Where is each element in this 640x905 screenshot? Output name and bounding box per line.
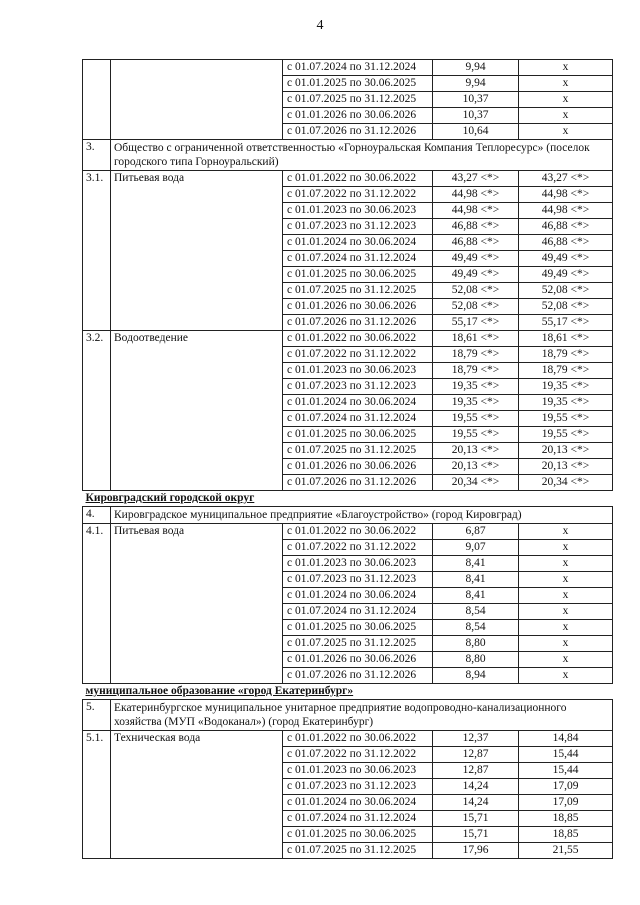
tariff-with-vat: х — [519, 60, 613, 76]
period-cell: с 01.01.2023 по 30.06.2023 — [283, 763, 433, 779]
tariff-with-vat: 14,84 — [519, 731, 613, 747]
table-row — [83, 60, 613, 76]
tariff-without-vat: 9,07 — [433, 540, 519, 556]
tariff-with-vat: 18,85 — [519, 827, 613, 843]
tariff-with-vat: 46,88 <*> — [519, 219, 613, 235]
item-number: 3.2. — [83, 331, 111, 491]
tariff-with-vat: 55,17 <*> — [519, 315, 613, 331]
tariff-without-vat: 12,87 — [433, 747, 519, 763]
item-number: 5. — [83, 700, 111, 731]
tariff-with-vat: 15,44 — [519, 747, 613, 763]
tariff-without-vat: 12,37 — [433, 731, 519, 747]
period-cell: с 01.01.2022 по 30.06.2022 — [283, 331, 433, 347]
tariff-without-vat: 10,37 — [433, 92, 519, 108]
tariff-without-vat: 6,87 — [433, 524, 519, 540]
tariff-with-vat: х — [519, 588, 613, 604]
item-number: 4. — [83, 507, 111, 524]
tariff-without-vat: 10,37 — [433, 108, 519, 124]
item-number: 3.1. — [83, 171, 111, 331]
tariff-without-vat: 44,98 <*> — [433, 203, 519, 219]
tariff-with-vat: 52,08 <*> — [519, 299, 613, 315]
period-cell: с 01.01.2024 по 30.06.2024 — [283, 395, 433, 411]
tariff-without-vat: 10,64 — [433, 124, 519, 140]
tariff-table-body — [83, 60, 613, 859]
tariff-with-vat: 52,08 <*> — [519, 283, 613, 299]
period-cell: с 01.01.2024 по 30.06.2024 — [283, 588, 433, 604]
tariff-with-vat: х — [519, 620, 613, 636]
period-cell: с 01.01.2023 по 30.06.2023 — [283, 556, 433, 572]
period-cell: с 01.07.2023 по 31.12.2023 — [283, 779, 433, 795]
tariff-with-vat: 20,34 <*> — [519, 475, 613, 491]
tariff-without-vat: 8,94 — [433, 668, 519, 684]
tariff-without-vat: 19,35 <*> — [433, 379, 519, 395]
period-cell: с 01.01.2026 по 30.06.2026 — [283, 299, 433, 315]
period-cell: с 01.01.2025 по 30.06.2025 — [283, 76, 433, 92]
tariff-with-vat: 21,55 — [519, 843, 613, 859]
tariff-with-vat: 46,88 <*> — [519, 235, 613, 251]
table-row — [83, 731, 613, 747]
tariff-with-vat: 19,35 <*> — [519, 395, 613, 411]
item-number — [83, 60, 111, 140]
tariff-without-vat: 8,80 — [433, 636, 519, 652]
period-cell: с 01.07.2023 по 31.12.2023 — [283, 379, 433, 395]
period-cell: с 01.01.2024 по 30.06.2024 — [283, 795, 433, 811]
section-heading: муниципальное образование «город Екатеринбург» — [83, 684, 613, 700]
period-cell: с 01.01.2025 по 30.06.2025 — [283, 267, 433, 283]
tariff-without-vat: 19,55 <*> — [433, 411, 519, 427]
tariff-with-vat: х — [519, 636, 613, 652]
tariff-with-vat: х — [519, 524, 613, 540]
service-name: Питьевая вода — [111, 524, 283, 684]
period-cell: с 01.01.2025 по 30.06.2025 — [283, 427, 433, 443]
tariff-with-vat: 18,79 <*> — [519, 347, 613, 363]
tariff-without-vat: 17,96 — [433, 843, 519, 859]
period-cell: с 01.07.2023 по 31.12.2023 — [283, 572, 433, 588]
item-number: 3. — [83, 140, 111, 171]
service-name: Водоотведение — [111, 331, 283, 491]
tariff-with-vat: 17,09 — [519, 795, 613, 811]
tariff-without-vat: 15,71 — [433, 827, 519, 843]
organization-name: Кировградское муниципальное предприятие «Благоустройство» (город Кировград) — [111, 507, 613, 524]
table-row — [83, 524, 613, 540]
period-cell: с 01.07.2026 по 31.12.2026 — [283, 124, 433, 140]
tariff-without-vat: 20,13 <*> — [433, 443, 519, 459]
tariff-with-vat: 20,13 <*> — [519, 459, 613, 475]
period-cell: с 01.07.2022 по 31.12.2022 — [283, 540, 433, 556]
tariff-without-vat: 20,34 <*> — [433, 475, 519, 491]
period-cell: с 01.07.2022 по 31.12.2022 — [283, 187, 433, 203]
period-cell: с 01.07.2026 по 31.12.2026 — [283, 475, 433, 491]
organization-name: Екатеринбургское муниципальное унитарное предприятие водопроводно-канализационного хозяйства (МУП «Водоканал») (город Екатеринбург) — [111, 700, 613, 731]
period-cell: с 01.01.2026 по 30.06.2026 — [283, 459, 433, 475]
organization-row — [83, 140, 613, 171]
tariff-without-vat: 19,55 <*> — [433, 427, 519, 443]
tariff-with-vat: х — [519, 92, 613, 108]
tariff-without-vat: 49,49 <*> — [433, 267, 519, 283]
tariff-with-vat: 49,49 <*> — [519, 267, 613, 283]
tariff-with-vat: 18,61 <*> — [519, 331, 613, 347]
tariff-with-vat: х — [519, 540, 613, 556]
tariff-without-vat: 18,79 <*> — [433, 347, 519, 363]
tariff-without-vat: 8,54 — [433, 604, 519, 620]
tariff-with-vat: х — [519, 108, 613, 124]
tariff-with-vat: 19,35 <*> — [519, 379, 613, 395]
tariff-without-vat: 8,80 — [433, 652, 519, 668]
period-cell: с 01.01.2026 по 30.06.2026 — [283, 652, 433, 668]
organization-row — [83, 507, 613, 524]
period-cell: с 01.07.2022 по 31.12.2022 — [283, 347, 433, 363]
tariff-with-vat: х — [519, 604, 613, 620]
item-number: 5.1. — [83, 731, 111, 859]
tariff-with-vat: х — [519, 556, 613, 572]
period-cell: с 01.07.2024 по 31.12.2024 — [283, 60, 433, 76]
tariff-with-vat: 18,79 <*> — [519, 363, 613, 379]
tariff-with-vat: 17,09 — [519, 779, 613, 795]
period-cell: с 01.01.2024 по 30.06.2024 — [283, 235, 433, 251]
organization-name: Общество с ограниченной ответственностью «Горноуральская Компания Теплоресурс» (поселок городского типа Горноуральский) — [111, 140, 613, 171]
period-cell: с 01.01.2023 по 30.06.2023 — [283, 363, 433, 379]
tariff-with-vat: 19,55 <*> — [519, 427, 613, 443]
tariff-without-vat: 18,61 <*> — [433, 331, 519, 347]
tariff-without-vat: 20,13 <*> — [433, 459, 519, 475]
tariff-without-vat: 55,17 <*> — [433, 315, 519, 331]
tariff-without-vat: 14,24 — [433, 795, 519, 811]
tariff-without-vat: 14,24 — [433, 779, 519, 795]
tariff-without-vat: 9,94 — [433, 60, 519, 76]
tariff-without-vat: 46,88 <*> — [433, 219, 519, 235]
tariff-with-vat: 44,98 <*> — [519, 187, 613, 203]
service-name: Техническая вода — [111, 731, 283, 859]
period-cell: с 01.07.2025 по 31.12.2025 — [283, 636, 433, 652]
tariff-with-vat: х — [519, 76, 613, 92]
tariff-with-vat: х — [519, 668, 613, 684]
tariff-with-vat: х — [519, 124, 613, 140]
tariff-with-vat: х — [519, 652, 613, 668]
period-cell: с 01.01.2025 по 30.06.2025 — [283, 827, 433, 843]
tariff-with-vat: 49,49 <*> — [519, 251, 613, 267]
tariff-without-vat: 8,41 — [433, 572, 519, 588]
tariff-table — [82, 59, 613, 859]
period-cell: с 01.07.2026 по 31.12.2026 — [283, 315, 433, 331]
section-row — [83, 491, 613, 507]
table-row — [83, 171, 613, 187]
tariff-without-vat: 52,08 <*> — [433, 283, 519, 299]
tariff-without-vat: 46,88 <*> — [433, 235, 519, 251]
period-cell: с 01.01.2025 по 30.06.2025 — [283, 620, 433, 636]
period-cell: с 01.07.2024 по 31.12.2024 — [283, 604, 433, 620]
period-cell: с 01.01.2023 по 30.06.2023 — [283, 203, 433, 219]
period-cell: с 01.01.2022 по 30.06.2022 — [283, 731, 433, 747]
tariff-without-vat: 19,35 <*> — [433, 395, 519, 411]
tariff-with-vat: 43,27 <*> — [519, 171, 613, 187]
tariff-without-vat: 52,08 <*> — [433, 299, 519, 315]
tariff-with-vat: 20,13 <*> — [519, 443, 613, 459]
tariff-with-vat: 15,44 — [519, 763, 613, 779]
tariff-without-vat: 9,94 — [433, 76, 519, 92]
section-row — [83, 684, 613, 700]
period-cell: с 01.07.2024 по 31.12.2024 — [283, 811, 433, 827]
service-name — [111, 60, 283, 140]
tariff-without-vat: 15,71 — [433, 811, 519, 827]
tariff-without-vat: 43,27 <*> — [433, 171, 519, 187]
tariff-with-vat: 44,98 <*> — [519, 203, 613, 219]
item-number: 4.1. — [83, 524, 111, 684]
tariff-without-vat: 8,54 — [433, 620, 519, 636]
period-cell: с 01.07.2025 по 31.12.2025 — [283, 843, 433, 859]
organization-row — [83, 700, 613, 731]
tariff-with-vat: 19,55 <*> — [519, 411, 613, 427]
tariff-with-vat: х — [519, 572, 613, 588]
tariff-without-vat: 44,98 <*> — [433, 187, 519, 203]
period-cell: с 01.01.2022 по 30.06.2022 — [283, 524, 433, 540]
period-cell: с 01.07.2024 по 31.12.2024 — [283, 411, 433, 427]
tariff-without-vat: 12,87 — [433, 763, 519, 779]
service-name: Питьевая вода — [111, 171, 283, 331]
period-cell: с 01.01.2026 по 30.06.2026 — [283, 108, 433, 124]
table-row — [83, 331, 613, 347]
period-cell: с 01.07.2025 по 31.12.2025 — [283, 443, 433, 459]
tariff-without-vat: 8,41 — [433, 556, 519, 572]
period-cell: с 01.07.2022 по 31.12.2022 — [283, 747, 433, 763]
period-cell: с 01.07.2024 по 31.12.2024 — [283, 251, 433, 267]
tariff-without-vat: 8,41 — [433, 588, 519, 604]
period-cell: с 01.07.2025 по 31.12.2025 — [283, 92, 433, 108]
section-heading: Кировградский городской округ — [83, 491, 613, 507]
tariff-with-vat: 18,85 — [519, 811, 613, 827]
tariff-without-vat: 49,49 <*> — [433, 251, 519, 267]
period-cell: с 01.01.2022 по 30.06.2022 — [283, 171, 433, 187]
period-cell: с 01.07.2026 по 31.12.2026 — [283, 668, 433, 684]
period-cell: с 01.07.2023 по 31.12.2023 — [283, 219, 433, 235]
tariff-without-vat: 18,79 <*> — [433, 363, 519, 379]
page-number: 4 — [316, 18, 324, 33]
period-cell: с 01.07.2025 по 31.12.2025 — [283, 283, 433, 299]
